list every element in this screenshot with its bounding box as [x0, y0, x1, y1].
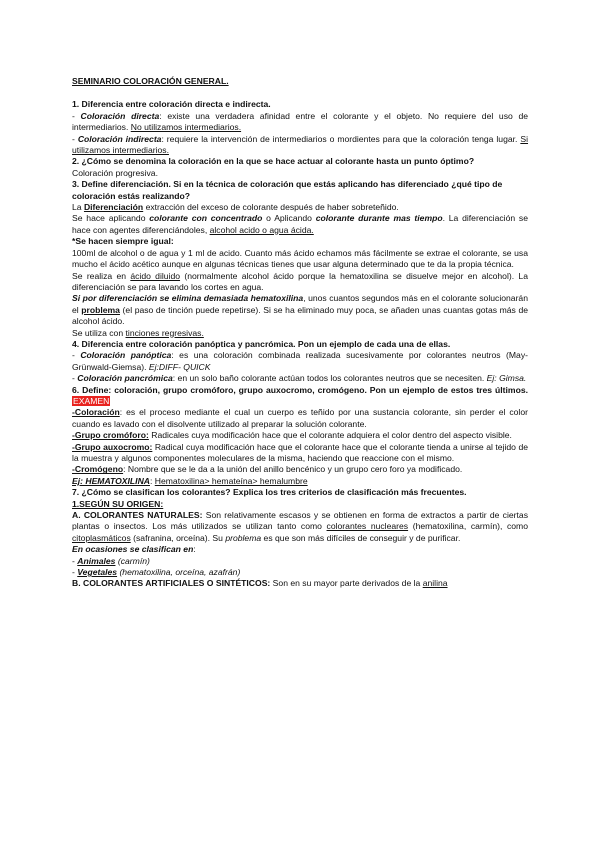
text: extracción del exceso de colorante después de haber sobreteñido.	[143, 202, 399, 213]
underlined-text: colorantes nucleares	[326, 521, 409, 532]
underlined-text: anilina	[422, 578, 448, 589]
answer-6c	[72, 442, 528, 465]
term: Vegetales	[77, 567, 118, 578]
text: : es una coloración combinada realizada sucesivamente por colorantes neutros (May-Grünwald-Giemsa).	[72, 350, 528, 372]
text: (carmín)	[115, 555, 150, 566]
underlined-text: Hematoxilina> hemateína> hemalumbre	[154, 475, 308, 486]
underlined-text: No utilizamos intermediarios.	[130, 122, 242, 133]
text: En ocasiones se clasifican en	[72, 544, 194, 555]
dash: -	[72, 350, 81, 361]
text: :	[193, 544, 196, 555]
text: : es el proceso mediante el cual un cuerpo es teñido por una sustancia colorante, sin perder el color cuando es lavado con el disolvente utilizado al preparar la solución colorante.	[72, 407, 528, 429]
answer-7-subheading	[72, 544, 528, 555]
text: Radicales cuya modificación hace que el colorante adquiera el color dentro del aspecto visible.	[148, 430, 512, 441]
question-2: 2. ¿Cómo se denomina la coloración en la que se hace actuar al colorante hasta un punto óptimo?	[72, 156, 475, 167]
answer-6b	[72, 430, 528, 441]
question-7: 7. ¿Cómo se clasifican los colorantes? Explica los tres criterios de clasificación más frecuentes.	[72, 487, 467, 498]
document-title: SEMINARIO COLORACIÓN GENERAL.	[72, 76, 229, 86]
text: : Nombre que se le da a la unión del anillo bencénico y un grupo cero foro ya modificado.	[123, 464, 463, 475]
text: Son relativamente escasos y se obtienen en forma de extractos a partir de ciertas plantas o insectos. Los más utilizados se utilizan tanto como	[72, 510, 528, 532]
italic-text: problema	[225, 532, 262, 543]
term: B. COLORANTES ARTIFICIALES O SINTÉTICOS:	[72, 578, 271, 589]
text: : requiere la intervención de intermediarios o mordientes para que la coloración tenga lugar.	[161, 133, 521, 144]
text: : existe una verdadera afinidad entre el colorante y el objeto. No requiere del uso de intermediarios.	[72, 110, 529, 133]
answer-3a	[72, 202, 528, 213]
underlined-text: alcohol acido o agua ácida.	[209, 224, 314, 235]
text: Se realiza en	[72, 270, 131, 281]
term: Ej: HEMATOXILINA	[72, 475, 150, 486]
text: (normalmente alcohol ácido porque la hematoxilina se disuelve mejor en alcohol). La diferenciación se para lavando los cortes en agua.	[72, 270, 528, 292]
question-4: 4. Diferencia entre coloración panóptica y pancrómica. Pon un ejemplo de cada una de ellas.	[72, 338, 451, 349]
text: , unos cuantos segundos más en el colorante solucionarán el	[72, 293, 528, 315]
text: . La diferenciación se hace con agentes diferenciándoles,	[72, 213, 528, 235]
term: A. COLORANTES NATURALES:	[72, 510, 203, 521]
list-item-vegetales	[72, 567, 528, 578]
question-6	[72, 385, 528, 408]
term: colorante con concentrado	[149, 213, 263, 224]
question-1: 1. Diferencia entre coloración directa e indirecta.	[72, 99, 271, 110]
answer-6a	[72, 407, 528, 430]
term: problema	[81, 304, 120, 315]
answer-3g	[72, 328, 528, 339]
answer-3f	[72, 293, 528, 327]
answer-2: Coloración progresiva.	[72, 167, 158, 178]
underlined-text: citoplasmáticos	[72, 532, 131, 543]
term: -Grupo cromóforo:	[72, 430, 149, 441]
text: Se utiliza con	[72, 327, 126, 338]
text: (safranina, orceína). Su	[130, 532, 226, 543]
text: Se hace aplicando	[72, 213, 150, 224]
exam-badge: EXAMEN	[73, 395, 110, 406]
text: La	[72, 202, 84, 213]
term: Animales	[77, 555, 116, 566]
term: Diferenciación	[83, 202, 144, 213]
term: Coloración panóptica	[80, 350, 172, 361]
underlined-text: tinciones regresivas.	[125, 327, 204, 338]
example: Ej: Gimsa.	[486, 373, 527, 384]
term: Si por diferenciación se elimina demasiada hematoxilina	[72, 293, 304, 304]
text: o Aplicando	[262, 213, 316, 224]
text: :	[149, 475, 155, 486]
answer-3c: *Se hacen siempre igual:	[72, 236, 174, 247]
term: -Cromógeno	[72, 464, 124, 475]
answer-3e	[72, 271, 528, 294]
text: Son en su mayor parte derivados de la	[270, 578, 423, 589]
underlined-text: ácido diluido	[130, 270, 181, 281]
text: (hematoxilina, orceína, azafrán)	[117, 567, 241, 578]
example: Ej:DIFF- QUICK	[148, 361, 211, 372]
dash: -	[72, 110, 81, 121]
answer-6e	[72, 476, 528, 487]
list-item-animales	[72, 556, 528, 567]
answer-7a	[72, 510, 528, 544]
term: -Coloración	[72, 407, 120, 418]
answer-3b	[72, 213, 528, 236]
term: colorante durante mas tiempo	[315, 213, 443, 224]
answer-7b	[72, 578, 528, 589]
answer-3d: 100ml de alcohol o de agua y 1 ml de acido. Cuanto más ácido echamos más fácilmente se extrae el colorante, se usa mucho el ácido acético aunque en algunas técnicas tienes que usar alguna determinado que te da la propia técnica.	[72, 247, 528, 270]
term: Coloración pancrómica	[77, 373, 173, 384]
answer-4a	[72, 350, 528, 373]
text: (hematoxilina, carmín), como	[408, 521, 528, 532]
answer-1a	[72, 111, 528, 134]
question-3: 3. Define diferenciación. Si en la técnica de coloración que estás aplicando has diferenciado ¿qué tipo de coloración estás realizando?	[72, 179, 503, 201]
answer-4b	[72, 373, 528, 384]
term: -Grupo auxocromo:	[72, 441, 153, 452]
dash: -	[72, 373, 78, 384]
answer-6d	[72, 464, 528, 475]
underlined-text: Si utilizamos intermediarios.	[72, 133, 529, 156]
dash: -	[72, 133, 78, 144]
text: : en un solo baño colorante actúan todos los colorantes neutros que se necesiten.	[172, 373, 487, 384]
dash: -	[72, 555, 78, 566]
term: Coloración indirecta	[77, 133, 162, 144]
text: Radical cuya modificación hace que el colorante hace que el colorante tienda a unirse al tejido de la muestra y algunos componentes moleculares de la misma, haciendo que reaccione con el mismo.	[72, 441, 528, 463]
dash: -	[72, 567, 78, 578]
answer-1b	[72, 134, 528, 157]
question-text: 6. Define: coloración, grupo cromóforo, grupo auxocromo, cromógeno. Pon un ejemplo de estos tres últimos.	[72, 384, 528, 395]
document-body	[72, 76, 528, 590]
text: (el paso de tinción puede repetirse). Si se ha eliminado muy poca, se añaden unas cuantas gotas más de alcohol ácido.	[72, 304, 528, 327]
term: Coloración directa	[80, 110, 160, 121]
section-heading-origin: 1.SEGÚN SU ORIGEN:	[72, 498, 164, 509]
text: es que son más difíciles de conseguir y de purificar.	[261, 532, 461, 543]
